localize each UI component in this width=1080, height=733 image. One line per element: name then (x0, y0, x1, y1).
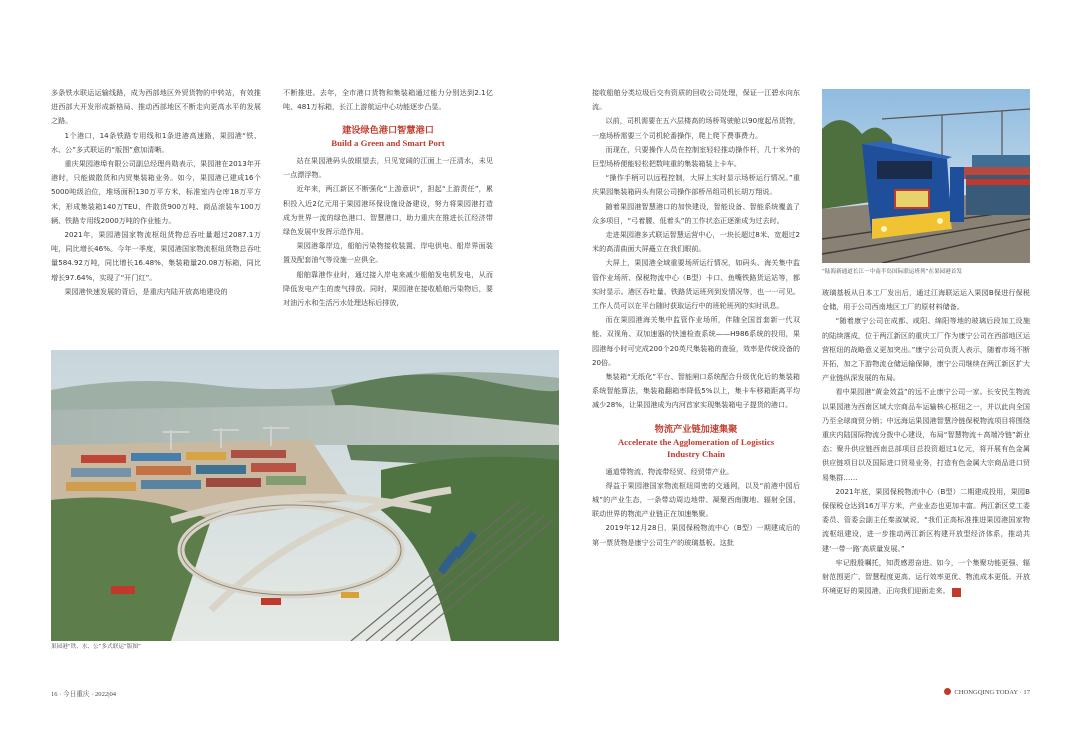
footer-right: CHONGQING TODAY · 17 (944, 688, 1030, 696)
column-1 (51, 86, 261, 299)
paragraph: 站在果园港码头放眼望去，只见宽阔的江面上一汪清水，未见一点漂浮物。 (283, 155, 493, 180)
paragraph: 不断推进。去年，全市港口货物和集装箱通过能力分别达到2.1亿吨、481万标箱，长江上游航运中心功能逐步凸显。 (283, 88, 493, 112)
paragraph: 船舶靠港作业时，通过接入岸电来减少船舶发电机发电，从而降低发电产生的废气排放。同时，果园港在接收船舶污染物后，要对油污水和生活污水处理达标后排放， (283, 269, 493, 307)
paragraph: 2021年，果园港国家物流枢纽货物总吞吐量超过2087.1万吨，同比增长46%。今年一季度，果园港国家物流枢纽货物总吞吐量584.92万吨，同比增长16.48%，集装箱量20.08万标箱，同比增长97.64%，实现了“开门红”。 (51, 230, 261, 282)
paragraph: 大屏上，果园港全域重要场所运行情况，如码头、海关集中监管作业场所、保税物流中心（B型）卡口、鱼嘴铁路货运站等，都实时显示。港区吞吐量、铁路货运班列到发情况等，也一一可见。工作人员可以在平台随时获取运行中的班轮班列的实时讯息。 (592, 258, 800, 311)
photo-caption-port: 果园港“铁、水、公”多式联运“版图” (51, 644, 141, 650)
paragraph: 看中果园港“黄金效益”的远不止康宁公司一家。长安民生物流以果园港为西南区域大宗商品车运输核心枢纽之一，并以此向全国乃至全球商贸分销；中远海运果园港智慧冷链保税物流项目将围绕重庆内陆国际物流分拨中心建设，布局“智慧物流＋高端冷链”新业态；聚升供应链西南总部项目总投资超过1亿元，将开展有色金属供应链项目以及国际进口贸易业务，打造有色金属大宗商品进口贸易集群…… (822, 387, 1030, 482)
heading-english-line-1: Accelerate the Agglomeration of Logistics (617, 436, 775, 447)
paragraph: 通道带物流、物流带经贸、经贸带产业。 (605, 466, 734, 476)
section-heading-green-port (283, 124, 493, 150)
paragraph: 随着果园港智慧港口的加快建设，智能设备、智能系统覆盖了众多项目，“弓着腰、低着头”的工作状态正逐渐成为过去时。 (592, 201, 800, 225)
paragraph: “操作手柄可以远程控制，大屏上实时显示场桥运行情况。”重庆果园集装箱码头有限公司操作部桥吊组司机长胡万翔说。 (592, 173, 800, 197)
paragraph: 而在果园港海关集中监管作业场所，伴随全国首套新一代双能、双视角、双加速器的快速检查系统——H986系统的投用，果园港每小时可完成200个20英尺集装箱的查验，效率是传统设备的20倍。 (592, 315, 800, 367)
paragraph: 走进果园港多式联运智慧运营中心，一块长超过8米、宽超过2米的高清曲面大屏矗立在我们眼前。 (592, 230, 800, 254)
paragraph: 近年来，两江新区不断强化“上游意识”，担起“上游责任”，累积投入近2亿元用于果园港环保设施设备建设，努力将果园港打造成为世界一流的绿色港口、智慧港口，助力重庆在推进长江经济带绿色发展中发挥示范作用。 (283, 184, 493, 236)
page-number-left: 16 (51, 691, 58, 698)
column-3 (592, 86, 800, 550)
section-heading-logistics (592, 423, 800, 461)
magazine-name: 今日重庆 (63, 691, 90, 698)
footer-left: 16 · 今日重庆 · 2022|04 (51, 691, 117, 698)
issue-number: 2022|04 (95, 691, 117, 698)
paragraph: 2019年12月28日，果园保税物流中心（B型）一期建成后的第一票货物是康宁公司生产的玻璃基板。这批 (592, 523, 800, 547)
heading-chinese: 建设绿色港口智慧港口 (342, 125, 434, 137)
paragraph: 果园港靠岸边，船舶污染物接收装置、岸电供电、船岸界面装置及配套油气等设施一应俱全。 (283, 241, 493, 265)
magazine-name-english: CHONGQING TODAY (954, 689, 1018, 696)
magazine-logo-icon (944, 688, 951, 695)
paragraph: 集装箱“无纸化”平台、智能闸口系统配合升级优化后的集装箱系统智能算法，集装箱翻箱率降低5%以上，集卡车移箱距离平均减少28%，让果园港成为内河首家实现集装箱电子提货的港口。 (592, 372, 800, 410)
paragraph (822, 556, 1030, 599)
port-aerial-photo (51, 350, 559, 641)
heading-english: Build a Green and Smart Port (331, 138, 445, 149)
paragraph: 2021年底，果园保税物流中心（B型）二期建成投用，果园B保保税仓达到16万平方米，产业业态也更加丰富。两江新区党工委委员、管委会副主任秦淑斌说，“我们正高标准推进果园港国家物流枢纽建设，进一步推动两江新区构建开放型经济体系，推动共建‘一带一路’高质量发展。” (822, 486, 1030, 553)
paragraph: 多条铁水联运运输线路，成为西部地区外贸货物的中转站，有效推进西部大开发形成新格局、推动西部地区不断走向更高水平的发展之路。 (51, 88, 261, 126)
paragraph: 而现在，只要操作人员在控制室轻轻推动操作杆，几十米外的巨型场桥便能轻松把数吨重的集装箱装上卡车。 (592, 144, 800, 169)
paragraph: 果园港快速发展的背后，是重庆内陆开放高地建设的 (64, 286, 228, 296)
paragraph: 重庆果园港埠有限公司副总经理肖勋表示，果园港在2013年开港时，只能做散货和内贸集装箱业务。如今，果园港已建成16个5000吨级泊位，堆场面积130万平方米，标准室内仓库18万平方米，形成集装箱140万TEU、件散货900万吨、商品滚装车100万辆、铁路专用线2000万吨的作业能力。 (51, 159, 261, 225)
paragraph: “随着康宁公司在成都、咸阳、绵阳等地的玻璃后段加工设施的陆续落成，位于两江新区的重庆工厂作为康宁公司在西部地区运营枢纽的战略意义更加突出。”康宁公司负责人表示，随着市场不断开拓，加之下游物流仓储运输保障，康宁公司继续在两江新区扩大产业链纵深发展的布局。 (822, 316, 1030, 383)
paragraph: 接收船舶分类垃圾后交有资质的回收公司处理，保证一江碧水向东流。 (592, 88, 800, 112)
paragraph: 玻璃基板从日本工厂发出后，通过江海联运运入果园B保进行保税仓储，用于公司西南地区工厂的原材料储备。 (822, 288, 1030, 312)
paragraph: 1个港口，14条铁路专用线和1条进港高速路，果园港“铁、水、公”多式联运的“版图”愈加清晰。 (51, 130, 261, 154)
column-4 (822, 286, 1030, 598)
heading-english-line-2: Industry Chain (667, 449, 725, 460)
end-mark-icon: 文 (952, 588, 961, 597)
page-number-right: 17 (1023, 689, 1030, 696)
train-photo (822, 89, 1030, 263)
photo-caption-train: “陆海新通道长江－中南半岛国际联运班列”在果园港首发 (822, 269, 963, 275)
paragraph: 以前，司机需要在五六层楼高的场桥驾驶舱以90度起吊货物，一座场桥需要三个司机轮番操作，爬上爬下费事费力。 (592, 116, 800, 140)
column-2 (283, 86, 493, 310)
heading-chinese: 物流产业链加速集聚 (654, 423, 738, 435)
paragraph: 得益于果园港国家物流枢纽周密的交通网，以及“前港中园后城”的产业生态，一条带动周边地带、凝聚西南腹地、辐射全国、联动世界的物流产业链正在加速集聚。 (592, 480, 800, 519)
paragraph-text: 牢记殷殷嘱托，知责感恩奋进。如今，一个集聚功能更强、辐射范围更广、智慧程度更高、运行效率更优、物流成本更低、开放环境更好的果园港，正向我们迎面走来。 (822, 557, 1030, 596)
